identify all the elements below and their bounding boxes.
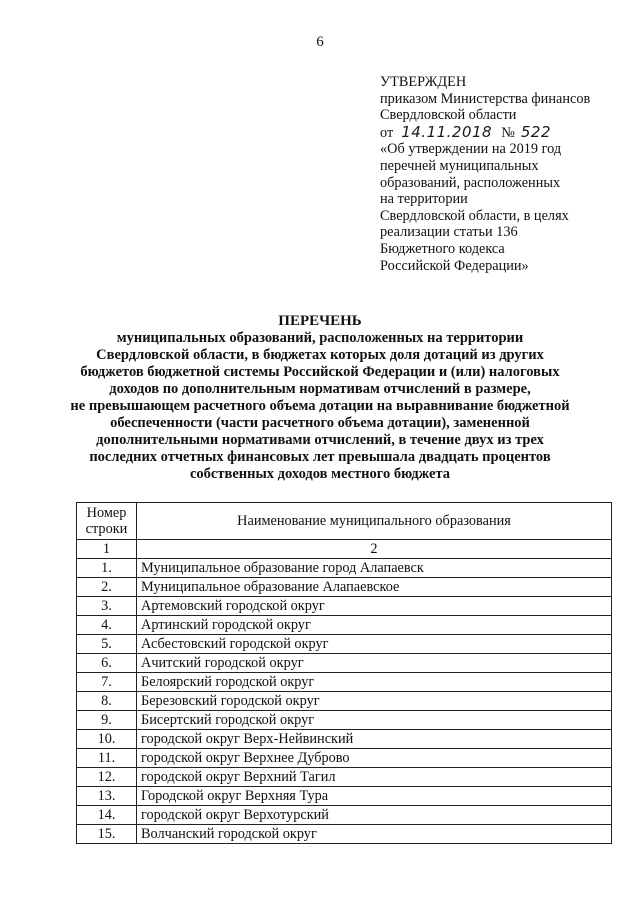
municipality-name: Артемовский городской округ — [137, 597, 612, 616]
approval-subject — [380, 141, 630, 274]
approval-subject-line: на территории — [380, 191, 468, 208]
row-number: 7. — [77, 673, 137, 692]
title-line: доходов по дополнительным нормативам отчислений в размере, — [109, 381, 531, 397]
approval-subject-line: реализации статьи 136 — [380, 224, 518, 241]
municipality-name: Волчанский городской округ — [137, 825, 612, 844]
table-row — [77, 616, 612, 635]
row-number: 8. — [77, 692, 137, 711]
table-row — [77, 673, 612, 692]
row-number: 6. — [77, 654, 137, 673]
table-row — [77, 692, 612, 711]
row-number: 14. — [77, 806, 137, 825]
title-line: дополнительными нормативами отчислений, в течение двух из трех — [96, 432, 544, 448]
municipality-name: Ачитский городской округ — [137, 654, 612, 673]
table-row — [77, 768, 612, 787]
approval-order-line-2: Свердловской области — [380, 107, 517, 124]
approval-subject-line: Бюджетного кодекса — [380, 240, 505, 257]
row-number: 9. — [77, 711, 137, 730]
municipality-name: городской округ Верхний Тагил — [137, 768, 612, 787]
header-row-number — [77, 503, 137, 540]
municipality-name: городской округ Верх-Нейвинский — [137, 730, 612, 749]
table-row — [77, 730, 612, 749]
index-col-1: 1 — [77, 540, 137, 559]
handwritten-number: 522 — [520, 122, 552, 141]
municipality-name: Белоярский городской округ — [137, 673, 612, 692]
title-heading: ПЕРЕЧЕНЬ — [278, 313, 362, 329]
approval-stamp-block — [380, 74, 630, 274]
number-sign: № — [501, 124, 515, 141]
table-header-row — [77, 503, 612, 540]
title-line: последних отчетных финансовых лет превышала двадцать процентов — [89, 449, 551, 465]
table-index-row — [77, 540, 612, 559]
row-number: 3. — [77, 597, 137, 616]
row-number: 13. — [77, 787, 137, 806]
approval-order-line-1: приказом Министерства финансов — [380, 90, 591, 107]
table-row — [77, 597, 612, 616]
table-body — [77, 559, 612, 844]
approval-subject-line: Российской Федерации» — [380, 257, 529, 274]
municipality-name: городской округ Верхотурский — [137, 806, 612, 825]
approval-subject-line: «Об утверждении на 2019 год — [380, 141, 562, 158]
row-number: 1. — [77, 559, 137, 578]
title-text — [0, 330, 640, 483]
municipality-name: городской округ Верхнее Дуброво — [137, 749, 612, 768]
document-title — [0, 313, 640, 483]
row-number: 15. — [77, 825, 137, 844]
index-col-2: 2 — [137, 540, 612, 559]
row-number: 2. — [77, 578, 137, 597]
table-row — [77, 806, 612, 825]
table-row — [77, 825, 612, 844]
table-row — [77, 711, 612, 730]
table-row — [77, 654, 612, 673]
row-number: 4. — [77, 616, 137, 635]
table-row — [77, 559, 612, 578]
row-number: 12. — [77, 768, 137, 787]
title-line: бюджетов бюджетной системы Российской Федерации и (или) налоговых — [80, 364, 560, 380]
municipality-name: Городской округ Верхняя Тура — [137, 787, 612, 806]
from-label: от — [380, 124, 394, 141]
row-number: 11. — [77, 749, 137, 768]
row-number: 5. — [77, 635, 137, 654]
approval-subject-line: перечней муниципальных — [380, 157, 539, 174]
header-number-line-2: строки — [85, 521, 128, 537]
municipalities-table — [76, 502, 612, 844]
page-number: 6 — [316, 34, 324, 50]
municipality-name: Березовский городской округ — [137, 692, 612, 711]
approval-subject-line: Свердловской области, в целях — [380, 207, 569, 224]
municipality-name: Артинский городской округ — [137, 616, 612, 635]
title-line: Свердловской области, в бюджетах которых доля дотаций из других — [96, 347, 544, 363]
municipality-name: Муниципальное образование Алапаевское — [137, 578, 612, 597]
header-name: Наименование муниципального образования — [137, 503, 612, 540]
row-number: 10. — [77, 730, 137, 749]
header-number-line-1: Номер — [86, 505, 127, 521]
municipality-name: Муниципальное образование город Алапаевск — [137, 559, 612, 578]
approval-date-line — [380, 124, 630, 142]
table-row — [77, 787, 612, 806]
municipality-name: Бисертский городской округ — [137, 711, 612, 730]
approval-subject-line: образований, расположенных — [380, 174, 561, 191]
table-row — [77, 578, 612, 597]
title-line: муниципальных образований, расположенных на территории — [116, 330, 524, 346]
handwritten-date: 14.11.2018 — [401, 122, 493, 141]
title-line: собственных доходов местного бюджета — [190, 466, 450, 482]
table-row — [77, 749, 612, 768]
title-line: не превышающем расчетного объема дотации на выравнивание бюджетной — [70, 398, 570, 414]
approval-heading: УТВЕРЖДЕН — [380, 74, 467, 90]
table-row — [77, 635, 612, 654]
title-line: обеспеченности (части расчетного объема дотации), замененной — [110, 415, 530, 431]
municipality-name: Асбестовский городской округ — [137, 635, 612, 654]
